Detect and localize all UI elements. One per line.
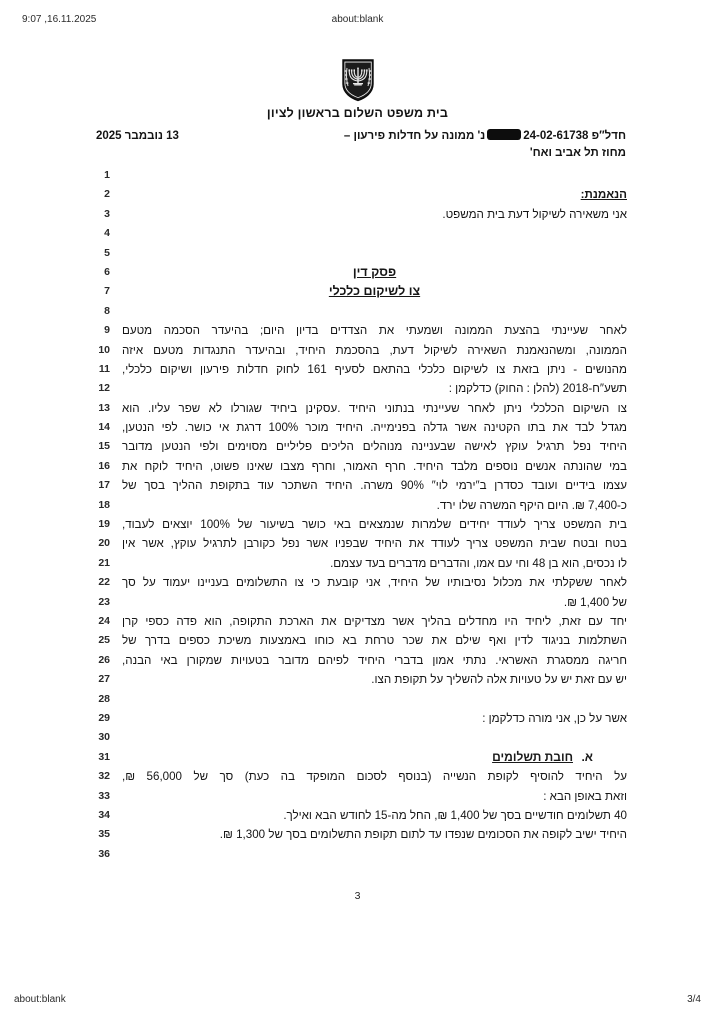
document-line-text: היחיד ישיב לקופה את הסכומים שנפדו עד לתום תקופת התשלומים בסך של 1,300 ₪. bbox=[219, 828, 627, 842]
browser-print-header bbox=[0, 14, 715, 30]
case-number: חדל″פ 24-02-61738 bbox=[523, 130, 626, 142]
line-number: 3 bbox=[104, 207, 110, 220]
document-line-text: על היחיד להוסיף לקופת הנשייה (בנוסף לסכום המופקד בה כעת) סך של 56,000 ₪, bbox=[122, 770, 627, 784]
section-heading-a bbox=[122, 748, 593, 767]
document-line-text: 40 תשלומים חודשיים בסך של 1,400 ₪, החל מה-15 לחודש הבא ואילך. bbox=[283, 808, 627, 822]
line-number: 11 bbox=[98, 362, 110, 375]
trustee-label bbox=[122, 185, 627, 204]
line-number: 5 bbox=[104, 246, 110, 259]
document-line bbox=[0, 341, 715, 360]
document-line bbox=[0, 224, 715, 243]
document-line bbox=[0, 806, 715, 825]
document-line-text: השתלמות בניגוד לדין ואף שילם את שכר טרחת בא כוחו באמצעות משיכת כספים בדרך של bbox=[122, 634, 627, 648]
document-sheet bbox=[0, 44, 715, 969]
document-line bbox=[0, 244, 715, 263]
line-number: 6 bbox=[104, 265, 110, 278]
line-number: 33 bbox=[98, 789, 110, 802]
document-line bbox=[0, 690, 715, 709]
document-line-text: מהנושים - ניתן בזאת צו לשיקום כלכלי בהתאם לסעיף 161 לחוק חדלות פירעון ושיקום כלכלי, bbox=[122, 362, 627, 376]
document-line-text: לאחר שעיינתי בהצעת הממונה ושמעתי את הצדדים בדיון היום; בהיעדר הסכמה מטעם bbox=[122, 324, 627, 338]
document-line bbox=[0, 767, 715, 786]
document-line bbox=[0, 787, 715, 806]
document-line bbox=[0, 263, 715, 282]
document-line bbox=[0, 728, 715, 747]
document-line bbox=[0, 651, 715, 670]
print-header-url: about:blank bbox=[331, 14, 384, 25]
case-party-suffix: נ' ממונה על חדלות פירעון – bbox=[343, 130, 486, 142]
judgment-date: 13 נובמבר 2025 bbox=[96, 130, 179, 142]
line-number: 13 bbox=[98, 401, 110, 414]
line-number: 20 bbox=[98, 537, 110, 550]
israel-state-emblem-icon bbox=[341, 58, 375, 102]
document-line bbox=[0, 670, 715, 689]
document-line-text: לאחר ששקלתי את מכלול נסיבותיו של היחיד, אני קובעת כי צו התשלומים בעניינו יעמוד על סך bbox=[122, 576, 627, 590]
inner-page-number: 3 bbox=[354, 890, 361, 902]
document-line bbox=[0, 205, 715, 224]
line-number: 15 bbox=[98, 440, 110, 453]
redacted-party-name bbox=[487, 129, 521, 140]
document-line-text: תשע″ח-2018 (להלן : החוק) כדלקמן : bbox=[448, 382, 627, 396]
line-number: 12 bbox=[98, 382, 110, 395]
document-line-text: וזאת באופן הבא : bbox=[543, 789, 627, 803]
line-number: 9 bbox=[104, 324, 110, 337]
court-name: בית משפט השלום בראשון לציון bbox=[266, 106, 449, 120]
line-number: 35 bbox=[98, 828, 110, 841]
line-number: 32 bbox=[98, 770, 110, 783]
document-line bbox=[0, 476, 715, 495]
trustee-label-text: הנאמנת: bbox=[580, 188, 627, 202]
document-line bbox=[0, 185, 715, 204]
document-line-text: עצמו בידיים ועובד כסדרן ב″ירמי לוי″ 90% משרה. היחיד השתכר עוד בתקופת ההליך בסך של bbox=[122, 479, 627, 493]
line-number: 26 bbox=[98, 653, 110, 666]
section-marker: א. bbox=[581, 749, 593, 764]
document-line bbox=[0, 573, 715, 592]
line-number: 22 bbox=[98, 576, 110, 589]
line-number: 16 bbox=[98, 459, 110, 472]
print-footer-url: about:blank bbox=[14, 994, 66, 1005]
case-district: מחוז תל אביב ואח' bbox=[529, 146, 626, 159]
document-line-text: של 1,400 ₪. bbox=[563, 595, 627, 609]
document-line-text: במי שהונתה אנשים נוספים מלבד היחיד. חרף האמור, וחרף מצבו שאינו פשוט, היחיד לוקח את bbox=[122, 459, 627, 473]
emblem-container bbox=[0, 58, 715, 102]
line-number: 19 bbox=[98, 518, 110, 531]
case-identifier bbox=[231, 128, 626, 161]
line-number: 24 bbox=[98, 614, 110, 627]
document-line bbox=[0, 825, 715, 844]
document-line-text: לו נכסים, הוא בן 48 וחי עם אמו, והדברים מדברים בעד עצמם. bbox=[330, 556, 627, 570]
document-line-text: יש עם זאת יש על טעויות אלה להשליך על תקופת הצו. bbox=[371, 673, 627, 687]
document-line bbox=[0, 282, 715, 301]
line-number: 4 bbox=[104, 227, 110, 240]
document-line bbox=[0, 845, 715, 864]
line-number: 23 bbox=[98, 595, 110, 608]
line-number: 18 bbox=[98, 498, 110, 511]
line-number: 34 bbox=[98, 808, 110, 821]
document-heading bbox=[122, 282, 627, 301]
document-line bbox=[0, 360, 715, 379]
line-number: 10 bbox=[98, 343, 110, 356]
document-line bbox=[0, 418, 715, 437]
line-number: 8 bbox=[104, 304, 110, 317]
document-line bbox=[0, 437, 715, 456]
document-line-text: היחיד נפל תרגיל עוקץ לאישה שבעניינה מנוהלים הליכים פליליים מסוימים ולפי הנטען מדובר bbox=[122, 440, 627, 454]
document-line-text: חריגה ממסגרת האשראי. נתתי אמון בדברי היחיד לפיהם מדובר בטעויות שמקורן באי הבנה, bbox=[122, 653, 627, 667]
document-line-text: צו השיקום הכלכלי ניתן לאחר שעיינתי בנתוני היחיד .עסקינן ביחיד שגורלו לא שפר עליו. הוא bbox=[122, 401, 627, 415]
heading-text: צו לשיקום כלכלי bbox=[328, 284, 421, 299]
document-line-text: הממונה, ומשהנאמנת השאירה לשיקול דעת, בהסכמת היחיד, ובהיעדר התנגדות מטעם איזה bbox=[122, 343, 627, 357]
line-number: 30 bbox=[98, 731, 110, 744]
line-number: 25 bbox=[98, 634, 110, 647]
print-header-timestamp: 9:07 ,16.11.2025 bbox=[22, 14, 97, 25]
document-line bbox=[0, 496, 715, 515]
document-line-text: אני משאירה לשיקול דעת בית המשפט. bbox=[442, 207, 627, 221]
document-line bbox=[0, 631, 715, 650]
document-line bbox=[0, 321, 715, 340]
numbered-body bbox=[0, 166, 715, 864]
document-line-text: בטח ובטח שבית המשפט צריך לעודד את היחיד שבפניו אשר נפל כקורבן לתרגיל עוקץ, אשר אין bbox=[122, 537, 627, 551]
document-line bbox=[0, 593, 715, 612]
document-heading bbox=[122, 263, 627, 282]
document-line bbox=[0, 554, 715, 573]
document-line bbox=[0, 302, 715, 321]
line-number: 17 bbox=[98, 479, 110, 492]
line-number: 7 bbox=[104, 285, 110, 298]
browser-print-footer bbox=[0, 994, 715, 1008]
section-title: חובת תשלומים bbox=[492, 749, 573, 764]
document-line-text: אשר על כן, אני מורה כדלקמן : bbox=[482, 711, 627, 725]
line-number: 21 bbox=[98, 556, 110, 569]
line-number: 14 bbox=[98, 421, 110, 434]
document-line-text: מגדל לבד את בתו הקטינה אשר גדלה בפנימייה. היחיד מוכר 100% דרגת אי כושר. לפי הנטען, bbox=[122, 421, 627, 435]
line-number: 1 bbox=[104, 169, 110, 181]
line-number: 29 bbox=[98, 711, 110, 724]
print-footer-pagination: 3/4 bbox=[687, 994, 701, 1005]
document-line bbox=[0, 166, 715, 185]
document-line bbox=[0, 457, 715, 476]
line-number: 28 bbox=[98, 692, 110, 705]
line-number: 36 bbox=[98, 847, 110, 860]
line-number: 31 bbox=[98, 750, 110, 763]
document-line bbox=[0, 612, 715, 631]
heading-text: פסק דין bbox=[352, 264, 397, 279]
line-number: 27 bbox=[98, 673, 110, 686]
document-line bbox=[0, 399, 715, 418]
document-line bbox=[0, 534, 715, 553]
document-line bbox=[0, 379, 715, 398]
document-line-text: יחד עם זאת, ליחיד היו מחדלים בהליך אשר מצדיקים את הארכת התקופה, הוא פדה כספי קרן bbox=[122, 614, 627, 628]
document-line bbox=[0, 515, 715, 534]
document-line-text: בית המשפט צריך לעודד יחידים שלמרות שנמצאים באי כושר בשיעור של 100% יוצאים לעבוד, bbox=[122, 518, 627, 532]
document-line bbox=[0, 748, 715, 767]
line-number: 2 bbox=[104, 188, 110, 201]
document-line bbox=[0, 709, 715, 728]
document-line-text: כ-7,400 ₪. היום היקף המשרה שלו ירד. bbox=[436, 498, 627, 512]
